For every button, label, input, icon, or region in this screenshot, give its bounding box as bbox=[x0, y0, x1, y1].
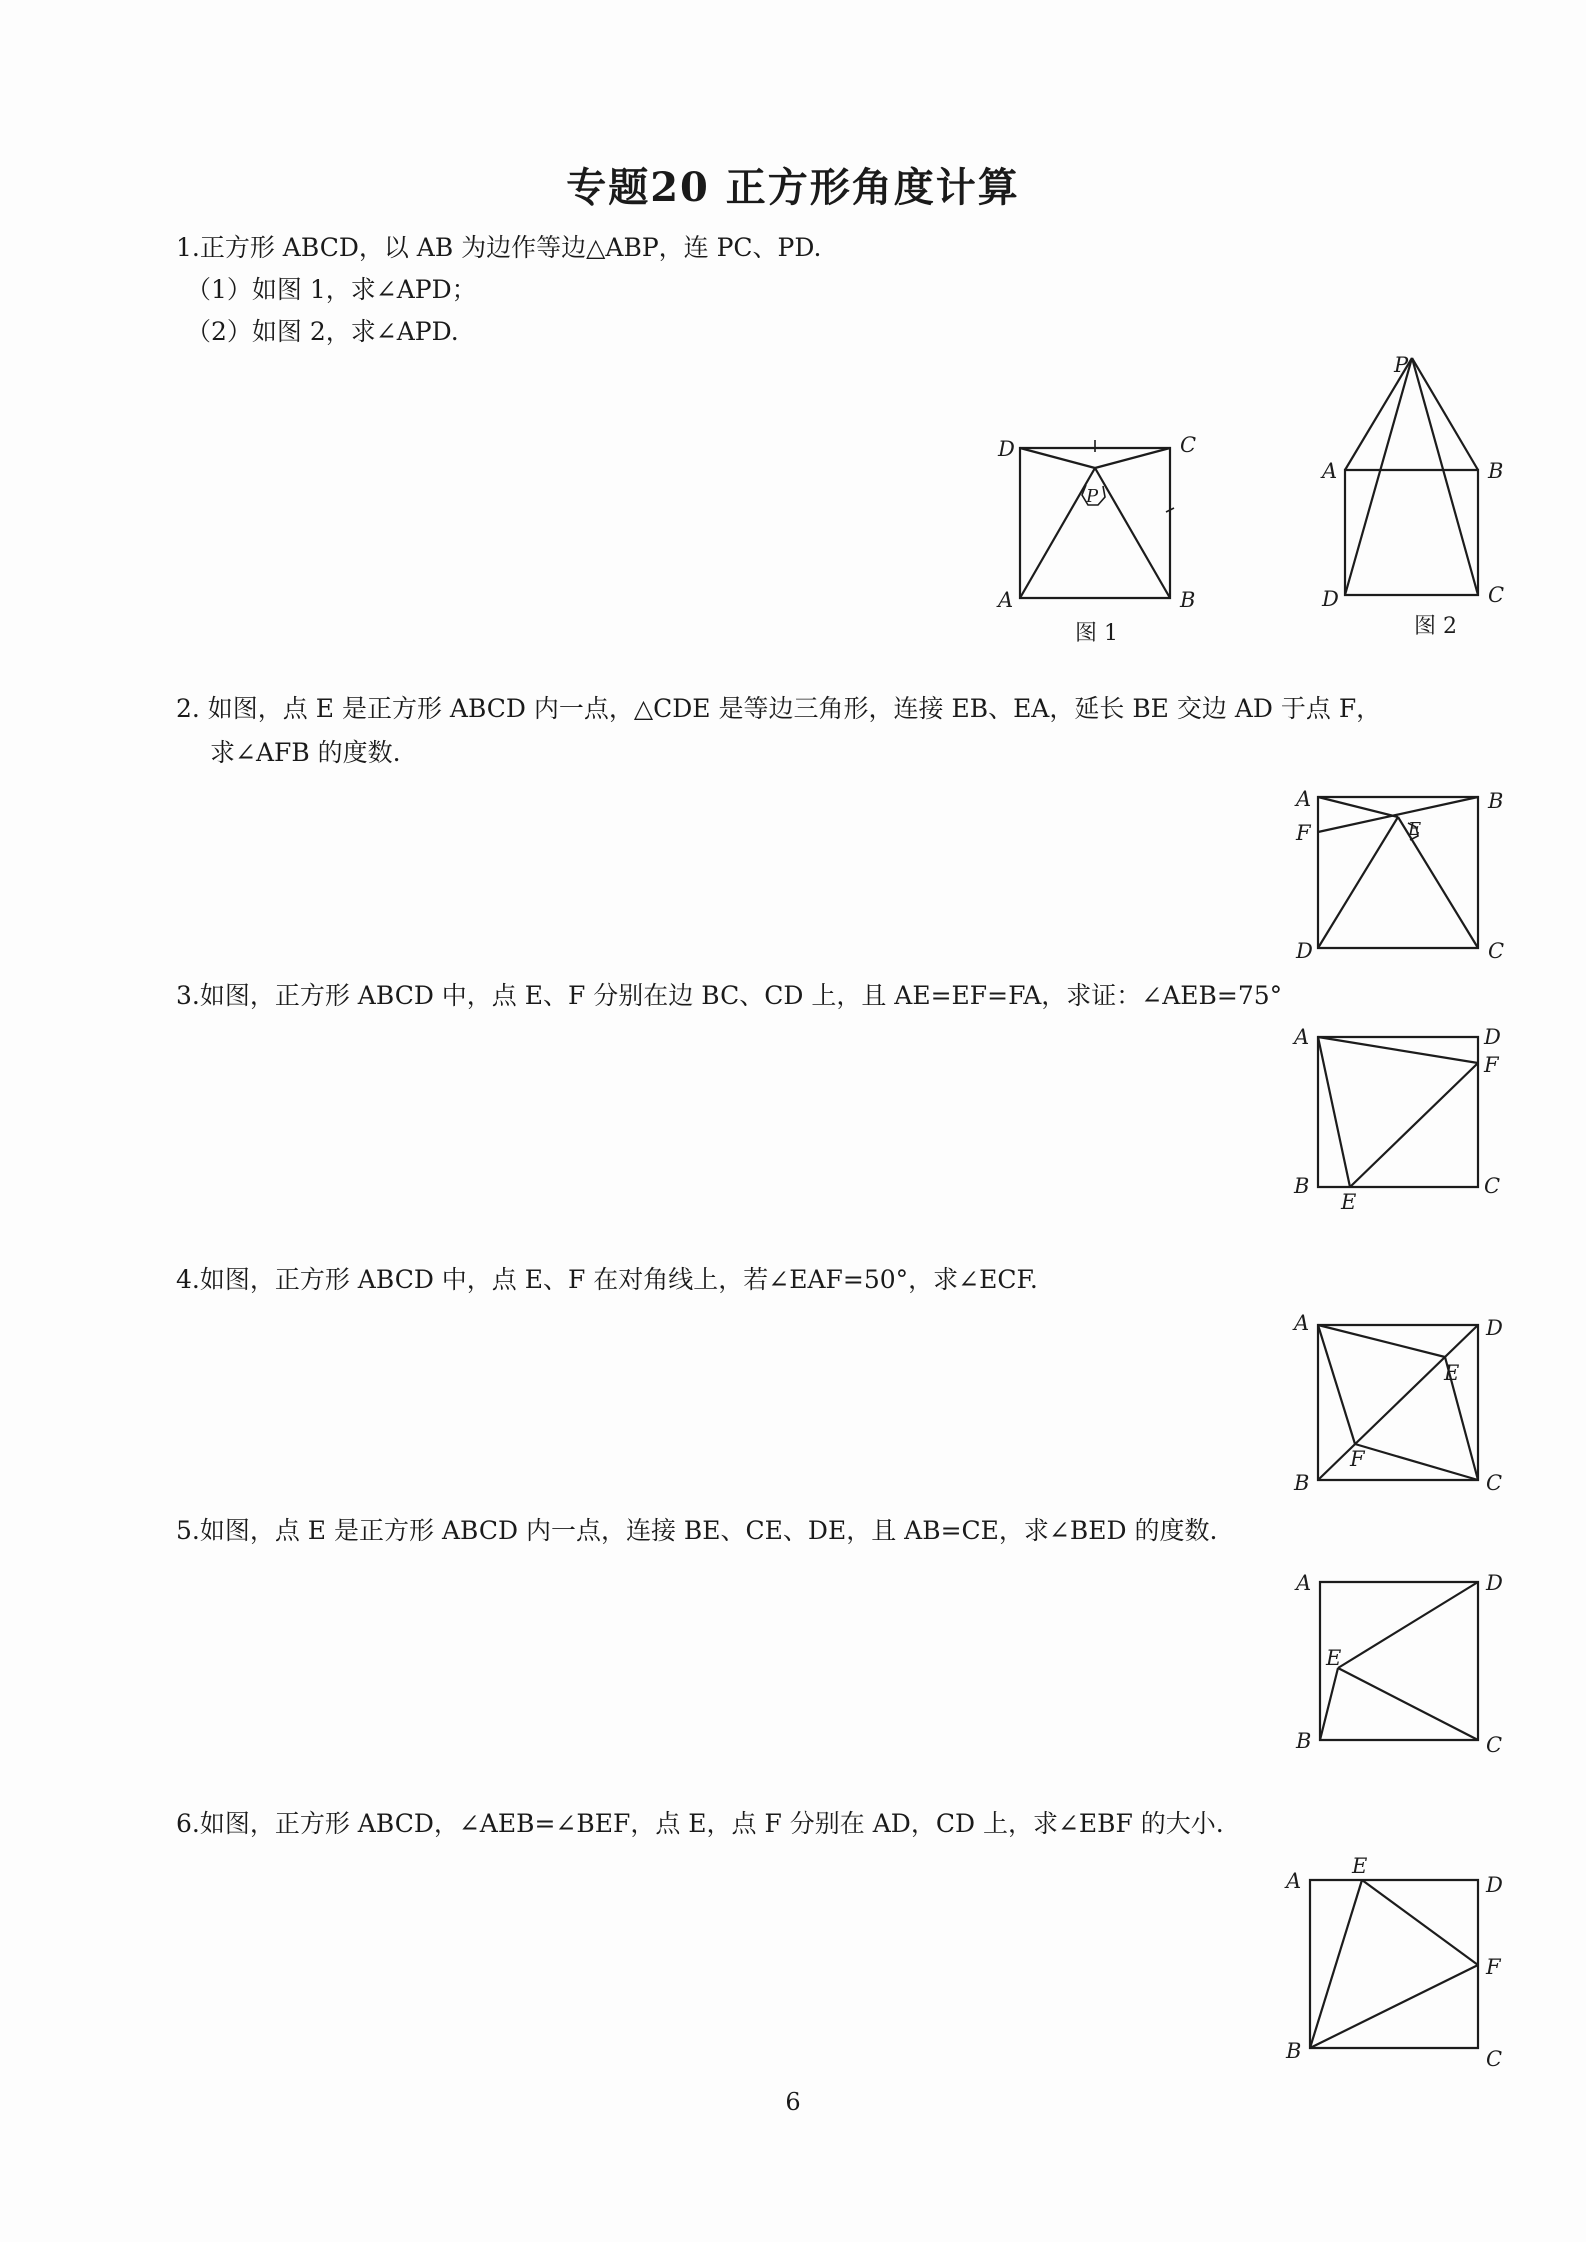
problem-5-statement: 5.如图，点 E 是正方形 ABCD 内一点，连接 BE、CE、DE，且 AB=CE，求∠BED 的度数. bbox=[176, 1516, 1218, 1545]
segment-pa bbox=[1020, 468, 1095, 598]
label-a: A bbox=[1296, 1571, 1312, 1595]
segment-ef bbox=[1362, 1880, 1478, 1965]
segment-bf bbox=[1310, 1965, 1478, 2048]
segment-ef bbox=[1350, 1063, 1478, 1187]
figure-2-caption: 图 2 bbox=[1414, 614, 1457, 639]
label-a: A bbox=[1296, 787, 1312, 811]
label-c: C bbox=[1484, 1174, 1501, 1198]
label-b: B bbox=[1488, 789, 1504, 813]
problem-4-figure bbox=[1280, 1305, 1510, 1500]
label-d: D bbox=[1486, 1571, 1503, 1595]
segment-ed bbox=[1318, 817, 1398, 948]
label-c: C bbox=[1488, 939, 1505, 963]
segment-ce bbox=[1338, 1668, 1478, 1740]
label-b: B bbox=[1286, 2039, 1302, 2063]
label-a: A bbox=[1286, 1869, 1302, 1893]
label-f: F bbox=[1484, 1053, 1499, 1077]
label-b: B bbox=[1294, 1471, 1310, 1495]
label-c: C bbox=[1180, 433, 1197, 457]
segment-ae bbox=[1318, 1325, 1445, 1357]
label-b: B bbox=[1294, 1174, 1310, 1198]
segment-pb bbox=[1412, 358, 1478, 470]
label-e: E bbox=[1444, 1361, 1460, 1385]
square-abcd bbox=[1020, 448, 1170, 598]
label-a: A bbox=[1294, 1311, 1310, 1335]
label-a: A bbox=[998, 588, 1014, 612]
label-d: D bbox=[1296, 939, 1313, 963]
segment-be bbox=[1310, 1880, 1362, 2048]
label-f: F bbox=[1486, 1955, 1501, 1979]
segment-pb bbox=[1095, 468, 1170, 598]
segment-be bbox=[1320, 1668, 1338, 1740]
problem-2-statement: 2. 如图，点 E 是正方形 ABCD 内一点，△CDE 是等边三角形，连接 EB、EA，延长 BE 交边 AD 于点 F， bbox=[176, 694, 1382, 723]
segment-af bbox=[1318, 1325, 1355, 1444]
label-p: P bbox=[1086, 486, 1099, 507]
label-d: D bbox=[1322, 587, 1339, 611]
segment-af bbox=[1318, 1037, 1478, 1063]
label-d: D bbox=[1484, 1025, 1501, 1049]
segment-pd bbox=[1345, 358, 1412, 595]
label-a: A bbox=[1322, 459, 1338, 483]
label-e: E bbox=[1341, 1190, 1357, 1214]
segment-ae bbox=[1318, 1037, 1350, 1187]
square-abcd bbox=[1320, 1582, 1478, 1740]
label-c: C bbox=[1488, 583, 1505, 607]
label-d: D bbox=[1486, 1316, 1503, 1340]
segment-pd bbox=[1020, 448, 1095, 468]
label-d: D bbox=[998, 437, 1015, 461]
problem-1-statement: 1.正方形 ABCD，以 AB 为边作等边△ABP，连 PC、PD. bbox=[176, 233, 822, 262]
label-b: B bbox=[1296, 1729, 1312, 1753]
label-e: E bbox=[1352, 1854, 1368, 1878]
problem-2-figure bbox=[1280, 775, 1510, 965]
square-abcd bbox=[1345, 470, 1478, 595]
problem-4-statement: 4.如图，正方形 ABCD 中，点 E、F 在对角线上，若∠EAF=50°，求∠ECF. bbox=[176, 1265, 1038, 1294]
problem-3-figure bbox=[1280, 1020, 1510, 1215]
problem-2-statement-cont: 求∠AFB 的度数. bbox=[210, 738, 401, 767]
problem-1-part-1: （1）如图 1，求∠APD； bbox=[186, 275, 477, 304]
problem-5-figure bbox=[1280, 1560, 1510, 1760]
label-e: E bbox=[1326, 1646, 1342, 1670]
problem-3-statement: 3.如图，正方形 ABCD 中，点 E、F 分别在边 BC、CD 上，且 AE=EF=FA，求证：∠AEB=75° bbox=[176, 981, 1283, 1010]
label-b: B bbox=[1180, 588, 1196, 612]
segment-de bbox=[1338, 1582, 1478, 1668]
problem-1-figure-2 bbox=[1300, 345, 1520, 645]
label-e: E bbox=[1408, 819, 1422, 840]
label-f: F bbox=[1350, 1447, 1365, 1471]
segment-cf bbox=[1355, 1444, 1478, 1480]
square-abcd bbox=[1318, 797, 1478, 948]
label-d: D bbox=[1486, 1873, 1503, 1897]
label-c: C bbox=[1486, 1471, 1503, 1495]
segment-ea bbox=[1318, 797, 1398, 817]
label-c: C bbox=[1486, 1733, 1503, 1757]
label-f: F bbox=[1296, 821, 1311, 845]
page-number: 6 bbox=[785, 2088, 801, 2116]
segment-pc bbox=[1412, 358, 1478, 595]
label-b: B bbox=[1488, 459, 1504, 483]
label-a: A bbox=[1294, 1025, 1310, 1049]
problem-1-figure-1 bbox=[990, 425, 1210, 645]
problem-6-figure bbox=[1280, 1854, 1510, 2071]
label-c: C bbox=[1486, 2047, 1503, 2071]
page-title: 专题20 正方形角度计算 bbox=[566, 164, 1020, 211]
problem-1-part-2: （2）如图 2，求∠APD. bbox=[186, 317, 459, 346]
label-p: P bbox=[1394, 353, 1409, 377]
segment-pc bbox=[1095, 448, 1170, 468]
figure-1-caption: 图 1 bbox=[1075, 621, 1118, 646]
problem-6-statement: 6.如图，正方形 ABCD，∠AEB=∠BEF，点 E，点 F 分别在 AD，CD 上，求∠EBF 的大小. bbox=[176, 1809, 1224, 1838]
